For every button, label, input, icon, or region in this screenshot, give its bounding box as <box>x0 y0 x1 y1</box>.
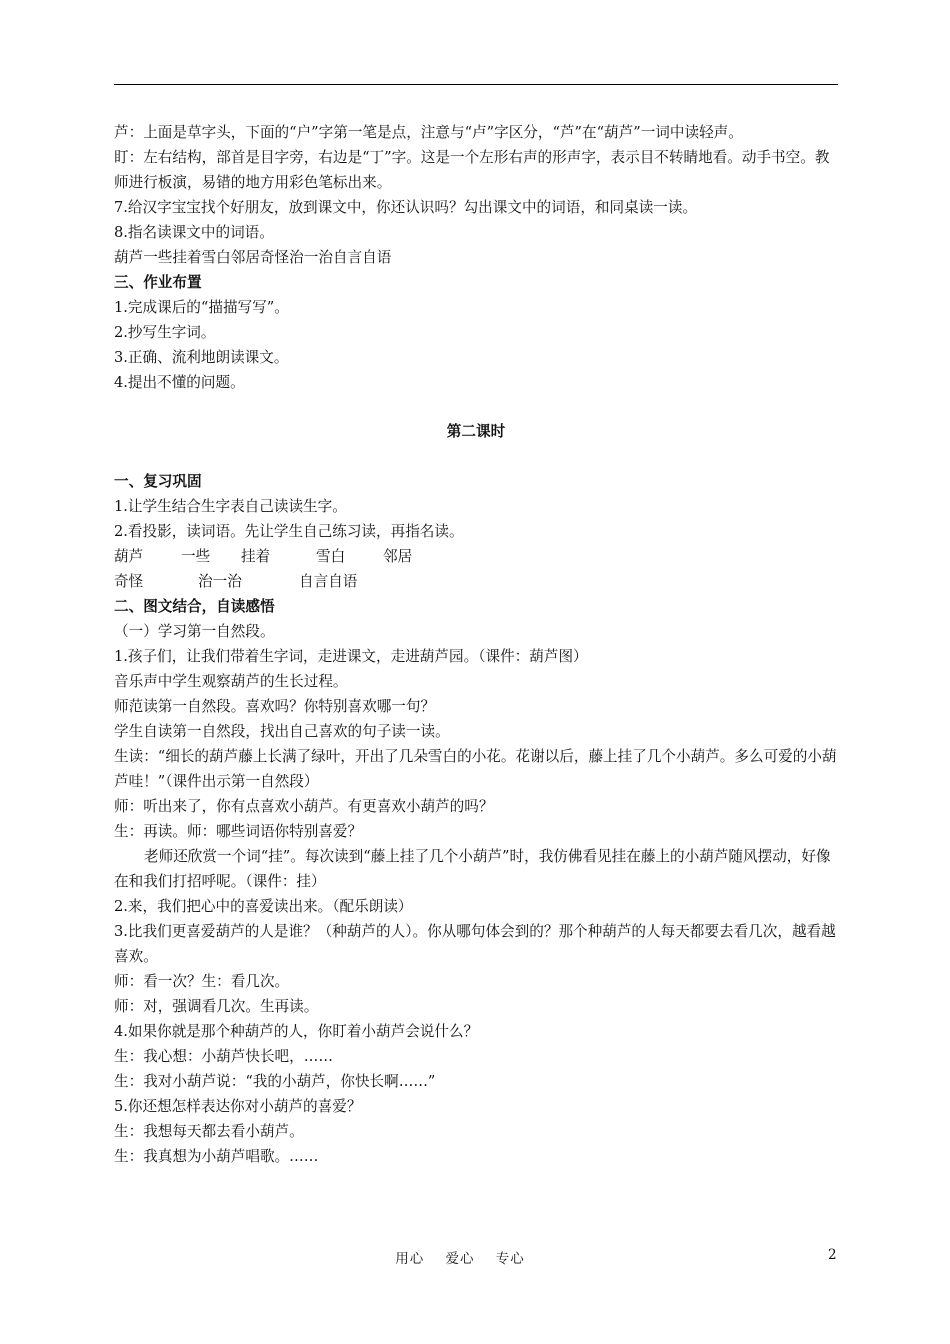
homework-item: 4.提出不懂的问题。 <box>114 374 245 391</box>
word: 挂着 <box>241 548 271 565</box>
lu-character-note: 芦：上面是草字头，下面的“户”字第一笔是点，注意与“卢”字区分，“芦”在“葫芦”一词中读轻声。 <box>114 124 743 141</box>
lesson-title: 第二课时 <box>446 423 506 440</box>
lesson-line: 师范读第一自然段。喜欢吗？你特别喜欢哪一句？ <box>114 698 436 715</box>
section-2-heading: 二、图文结合，自读感悟 <box>114 598 275 615</box>
lesson-line: 师：对，强调看几次。生再读。 <box>114 998 319 1015</box>
lesson-line: 5.你还想怎样表达你对小葫芦的喜爱？ <box>114 1098 362 1115</box>
lesson-line: 学生自读第一自然段，找出自己喜欢的句子读一读。 <box>114 723 450 740</box>
word-row-1 <box>114 544 838 569</box>
lesson-line: 生：我真想为小葫芦唱歌。…… <box>114 1148 319 1165</box>
review-step-2: 2.看投影，读词语。先让学生自己练习读，再指名读。 <box>114 523 464 540</box>
homework-item: 3.正确、流利地朗读课文。 <box>114 349 289 366</box>
step-8: 8.指名读课文中的词语。 <box>114 224 274 241</box>
document-body <box>114 120 838 1169</box>
subsection-heading: （一）学习第一自然段。 <box>114 623 275 640</box>
footer-motto-word: 用心 <box>395 1251 425 1267</box>
lesson-line: 师：看一次？生：看几次。 <box>114 973 290 990</box>
footer-motto-word: 专心 <box>495 1251 525 1267</box>
teacher-paragraph: 老师还欣赏一个词“挂”。每次读到“藤上挂了几个小葫芦”时，我仿佛看见挂在藤上的小葫芦随风摆动，好像在和我们打招呼呢。（课件：挂） <box>114 848 831 890</box>
page-number: 2 <box>828 1247 837 1263</box>
word-row-2 <box>114 569 838 594</box>
word: 葫芦 <box>114 548 144 565</box>
footer-motto <box>0 1247 920 1267</box>
lesson-line: 生：我对小葫芦说：“我的小葫芦，你快长啊……” <box>114 1073 436 1090</box>
review-step-1: 1.让学生结合生字表自己读读生字。 <box>114 498 347 515</box>
lesson-line: 师：听出来了，你有点喜欢小葫芦。有更喜欢小葫芦的吗？ <box>114 798 494 815</box>
lesson-line: 生：我想每天都去看小葫芦。 <box>114 1123 304 1140</box>
lesson-line: 4.如果你就是那个种葫芦的人，你盯着小葫芦会说什么？ <box>114 1023 479 1040</box>
lesson-step-3: 3.比我们更喜爱葫芦的人是谁？（种葫芦的人）。你从哪句体会到的？那个种葫芦的人每天都要去看几次，越看越喜欢。 <box>114 923 836 965</box>
homework-item: 1.完成课后的“描描写写”。 <box>114 299 289 316</box>
ding-character-note: 盯：左右结构，部首是目字旁，右边是“丁”字。这是一个左形右声的形声字，表示目不转睛地看。动手书空。教师进行板演，易错的地方用彩色笔标出来。 <box>114 149 830 191</box>
word: 雪白 <box>316 548 346 565</box>
word: 奇怪 <box>114 573 144 590</box>
lesson-line: 1.孩子们，让我们带着生字词，走进课文，走进葫芦园。（课件：葫芦图） <box>114 648 588 665</box>
vocabulary-line: 葫芦一些挂着雪白邻居奇怪治一治自言自语 <box>114 249 392 266</box>
homework-item: 2.抄写生字词。 <box>114 324 216 341</box>
word: 一些 <box>181 548 211 565</box>
homework-heading: 三、作业布置 <box>114 274 202 291</box>
word: 自言自语 <box>299 573 358 590</box>
review-heading: 一、复习巩固 <box>114 473 202 490</box>
lesson-line: 生：再读。师：哪些词语你特别喜爱？ <box>114 823 363 840</box>
header-rule <box>114 84 838 85</box>
word: 治一治 <box>198 573 242 590</box>
student-reading: 生读：“细长的葫芦藤上长满了绿叶，开出了几朵雪白的小花。花谢以后，藤上挂了几个小葫芦。多么可爱的小葫芦哇！”（课件出示第一自然段） <box>114 748 837 790</box>
word: 邻居 <box>383 548 413 565</box>
footer-motto-word: 爱心 <box>445 1251 475 1267</box>
lesson-line: 生：我心想：小葫芦快长吧，…… <box>114 1048 333 1065</box>
step-7: 7.给汉字宝宝找个好朋友，放到课文中，你还认识吗？勾出课文中的词语，和同桌读一读。 <box>114 199 698 216</box>
lesson-line: 音乐声中学生观察葫芦的生长过程。 <box>114 673 348 690</box>
lesson-step-2: 2.来，我们把心中的喜爱读出来。（配乐朗读） <box>114 898 413 915</box>
